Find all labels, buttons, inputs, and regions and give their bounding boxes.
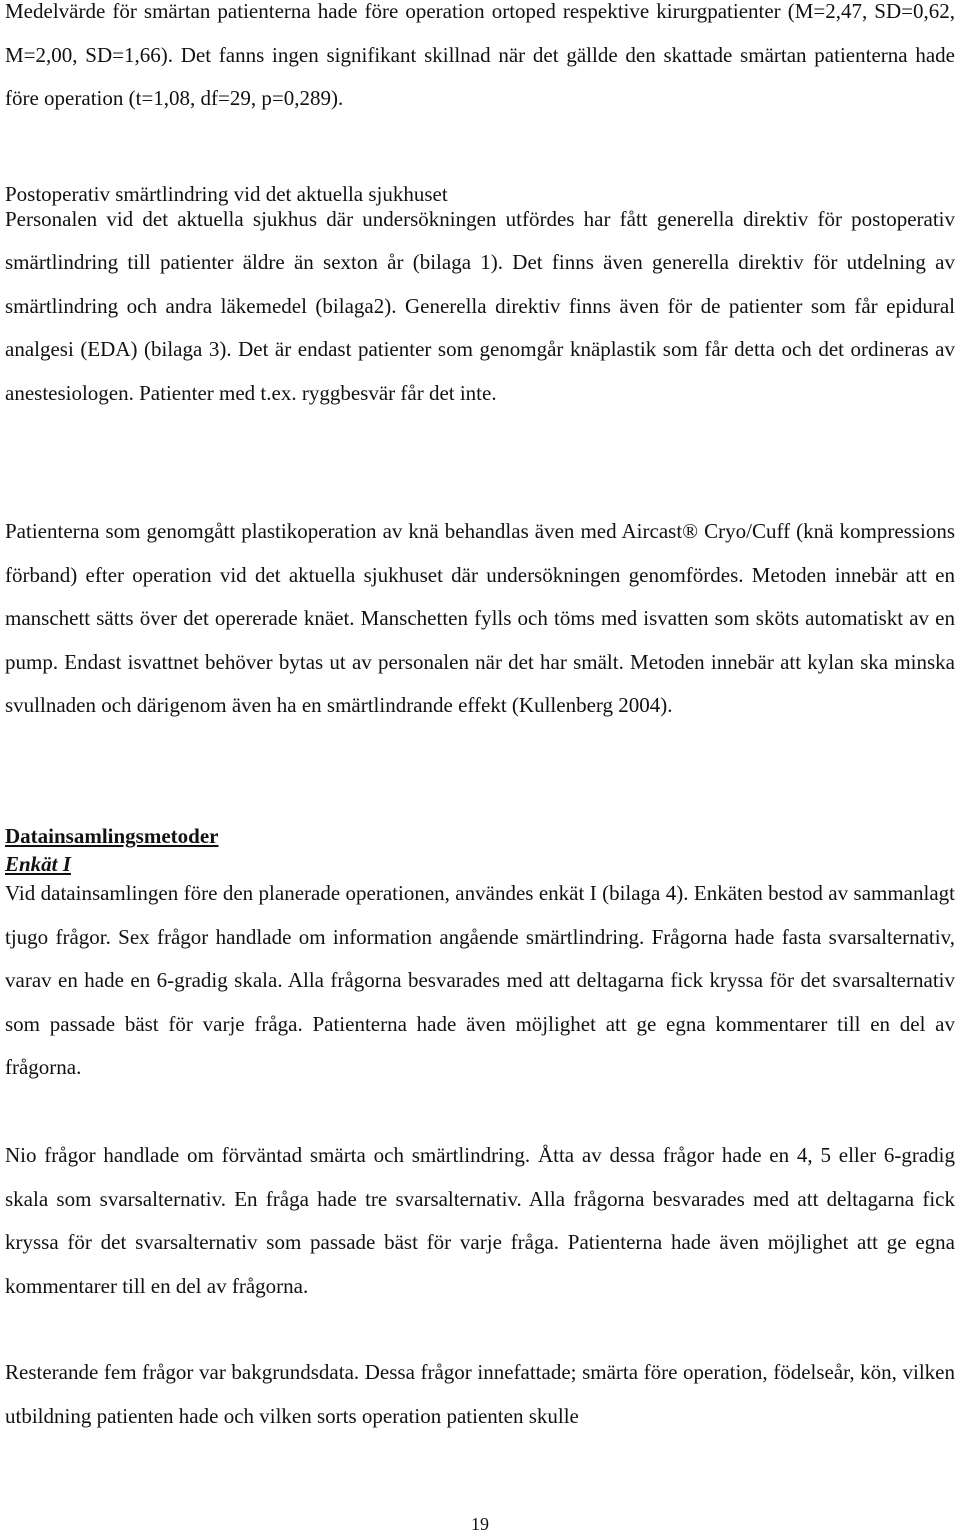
paragraph-background-data: Resterande fem frågor var bakgrundsdata. Dessa frågor innefattade; smärta före operation, födelseår, kön, vilken utbildning patienten hade och vilken sorts operation patienten skulle	[5, 1360, 955, 1428]
paragraph-postoperative-directives: Personalen vid det aktuella sjukhus där undersökningen utfördes har fått generella direktiv för postoperativ smärtlindring till patienter äldre än sexton år (bilaga 1). Det finns även generella direktiv för utdelning av smärtlindring och andra läkemedel (bilaga2). Generella direktiv finns även för de patienter som får epidural analgesi (EDA) (bilaga 3). Det är endast patienter som genomgår knäplastik som får detta och det ordineras av anestesiologen. Patienter med t.ex. ryggbesvär får det inte.	[5, 207, 955, 405]
page-number: 19	[471, 1514, 489, 1534]
paragraph-survey-description: Vid datainsamlingen före den planerade operationen, användes enkät I (bilaga 4). Enkäten bestod av sammanlagt tjugo frågor. Sex frågor handlade om information angående smärtlindring. Frågorna hade fasta svarsalternativ, varav en hade en 6-gradig skala. Alla frågorna besvarades med att deltagarna fick kryssa för det svarsalternativ som passade bäst för varje fråga. Patienterna hade även möjlighet att ge egna kommentarer till en del av frågorna.	[5, 881, 955, 1080]
paragraph-pain-statistics: Medelvärde för smärtan patienterna hade före operation ortoped respektive kirurgpatienter (M=2,47, SD=0,62, M=2,00, SD=1,66). Det fanns ingen signifikant skillnad när det gällde den skattade smärtan patienterna hade före operation (t=1,08, df=29, p=0,289).	[5, 0, 955, 111]
postoperative-heading: Postoperativ smärtlindring vid det aktuella sjukhuset	[5, 182, 448, 206]
paragraph-aircast-cryocuff: Patienterna som genomgått plastikoperation av knä behandlas även med Aircast® Cryo/Cuff (knä kompressions förband) efter operation vid det aktuella sjukhuset där undersökningen genomfördes. Metoden innebär att en manschett sätts över det opererade knäet. Manschetten fylls och töms med isvatten som sköts automatiskt av en pump. Endast isvattnet behöver bytas ut av personalen när det har smält. Metoden innebär att kylan ska minska svullnaden och därigenom även ha en smärtlindrande effekt (Kullenberg 2004).	[5, 519, 955, 718]
postoperative-section	[5, 181, 955, 424]
paragraph-expected-pain-questions: Nio frågor handlade om förväntad smärta och smärtlindring. Åtta av dessa frågor hade en 4, 5 eller 6-gradig skala som svarsalternativ. En fråga hade tre svarsalternativ. Alla frågorna besvarades med att deltagarna fick kryssa för det svarsalternativ som passade bäst för varje fråga. Patienterna hade även möjlighet att ge egna kommentarer till en del av frågorna.	[5, 1143, 955, 1298]
section-heading-data-collection: Datainsamlingsmetoder	[5, 824, 219, 848]
sub-heading-survey-one: Enkät I	[5, 852, 71, 876]
